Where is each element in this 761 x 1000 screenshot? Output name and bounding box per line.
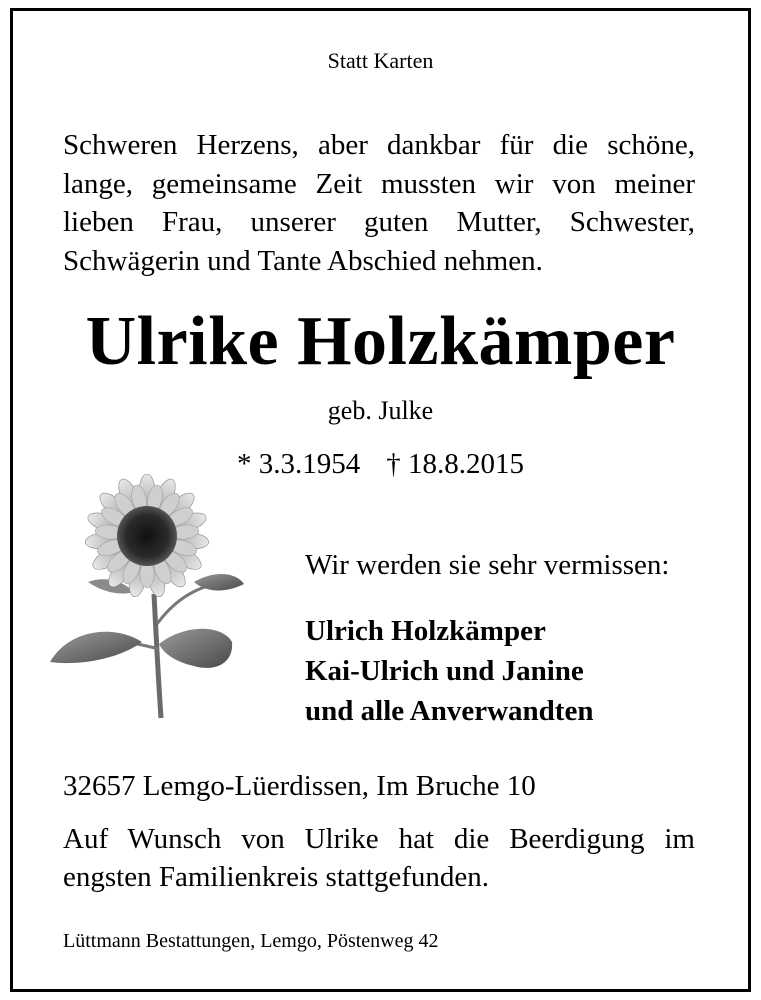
notice-line: Auf Wunsch von Ulrike hat die Beerdigung im	[63, 823, 695, 855]
funeral-home: Lüttmann Bestattungen, Lemgo, Pöstenweg 42	[63, 930, 439, 952]
intro-line: Schweren Herzens, aber dankbar für die schöne,	[63, 129, 695, 161]
mourners-intro: Wir werden sie sehr vermissen:	[305, 549, 670, 581]
notice-line: engsten Familienkreis stattgefunden.	[63, 861, 490, 893]
mourner-name: Ulrich Holzkämper	[305, 615, 546, 647]
intro-line: Schwägerin und Tante Abschied nehmen.	[63, 244, 543, 277]
family-address: 32657 Lemgo-Lüerdissen, Im Bruche 10	[63, 770, 536, 802]
intro-text	[63, 126, 695, 280]
sunflower-icon	[44, 474, 254, 720]
birth-name: geb. Julke	[327, 396, 434, 425]
mourner-name: und alle Anverwandten	[305, 695, 594, 727]
mourners-list	[305, 611, 593, 731]
mourner-name: Kai-Ulrich und Janine	[305, 655, 584, 687]
header-statt-karten: Statt Karten	[327, 48, 434, 73]
birth-date: * 3.3.1954	[237, 448, 361, 480]
intro-line: lange, gemeinsame Zeit mussten wir von meiner	[63, 167, 695, 200]
intro-line: lieben Frau, unserer guten Mutter, Schwester,	[63, 206, 695, 238]
funeral-notice	[63, 820, 695, 896]
deceased-name: Ulrike Holzkämper	[85, 303, 676, 380]
death-date: † 18.8.2015	[386, 448, 524, 480]
